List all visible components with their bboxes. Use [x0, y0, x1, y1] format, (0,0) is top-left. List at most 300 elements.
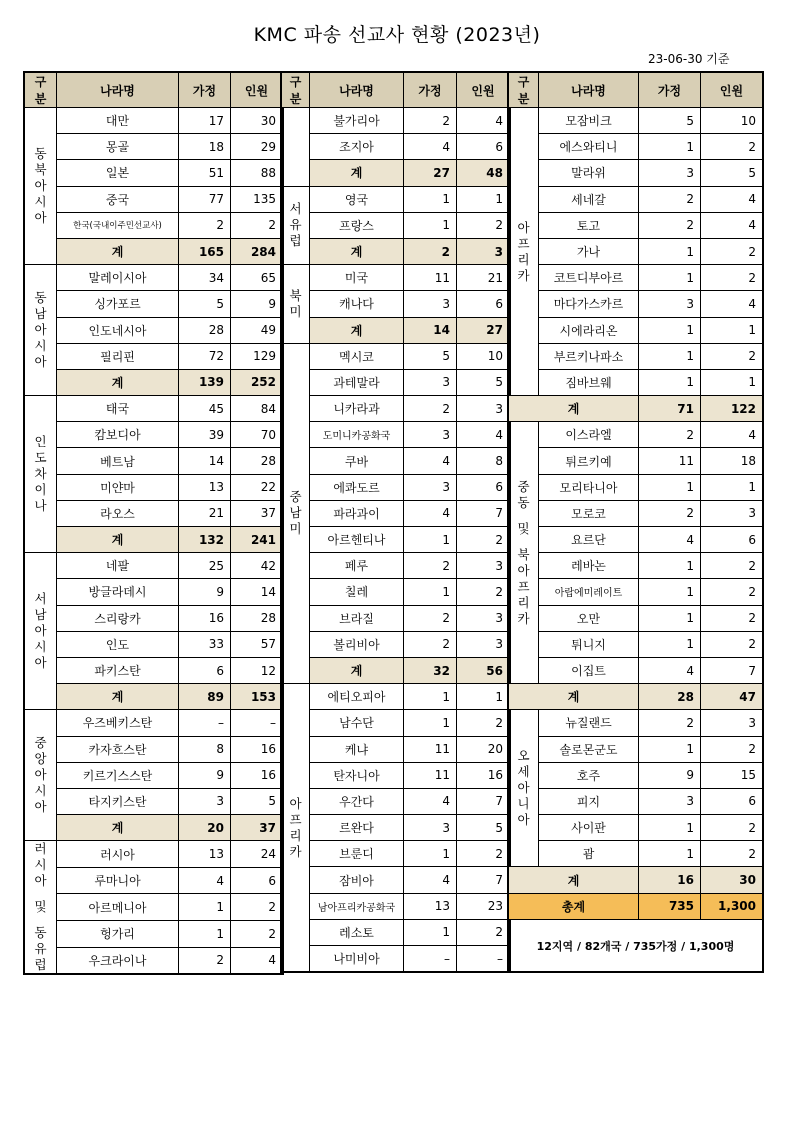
subtotal-people: 153: [231, 684, 283, 710]
country-name: 멕시코: [310, 343, 404, 369]
people-count: 2: [457, 710, 510, 736]
region-label: [282, 684, 310, 972]
families-count: 9: [639, 762, 701, 788]
country-name: 라오스: [57, 500, 179, 526]
table-row: [509, 448, 763, 474]
table-row: [509, 474, 763, 500]
region-label: [282, 343, 310, 683]
header-families: 가정: [639, 73, 701, 108]
families-count: 1: [639, 841, 701, 867]
people-count: 9: [231, 291, 283, 317]
families-count: 1: [639, 736, 701, 762]
subtotal-row: [509, 396, 763, 422]
table-row: [25, 265, 283, 291]
people-count: 3: [457, 605, 510, 631]
people-count: 3: [457, 631, 510, 657]
country-name: 남아프리카공화국: [310, 893, 404, 919]
families-count: 2: [639, 186, 701, 212]
table-row: [25, 160, 283, 186]
table-row: [509, 631, 763, 657]
people-count: 2: [701, 134, 763, 160]
people-count: 3: [701, 500, 763, 526]
country-name: 르완다: [310, 815, 404, 841]
people-count: 7: [457, 500, 510, 526]
people-count: 16: [457, 762, 510, 788]
country-name: 영국: [310, 186, 404, 212]
country-name: 뉴질랜드: [539, 710, 639, 736]
families-count: 2: [639, 212, 701, 238]
families-count: 1: [639, 474, 701, 500]
country-name: 프랑스: [310, 212, 404, 238]
country-name: 이스라엘: [539, 422, 639, 448]
subtotal-families: 27: [404, 160, 457, 186]
families-count: 1: [404, 212, 457, 238]
header-category: 구분: [25, 73, 57, 108]
families-count: 3: [404, 291, 457, 317]
people-count: 6: [457, 291, 510, 317]
table-row: [282, 579, 510, 605]
people-count: 37: [231, 500, 283, 526]
people-count: 49: [231, 317, 283, 343]
subtotal-people: 252: [231, 369, 283, 395]
people-count: 8: [457, 448, 510, 474]
header-country: 나라명: [57, 73, 179, 108]
country-name: 방글라데시: [57, 579, 179, 605]
people-count: 129: [231, 343, 283, 369]
subtotal-people: 27: [457, 317, 510, 343]
people-count: 12: [231, 657, 283, 683]
country-name: 탄자니아: [310, 762, 404, 788]
country-name: 마다가스카르: [539, 291, 639, 317]
families-count: 2: [639, 422, 701, 448]
table-row: [509, 238, 763, 264]
country-name: 한국(국내이주민선교사): [57, 212, 179, 238]
country-name: 아르메니아: [57, 894, 179, 921]
table-row: [25, 317, 283, 343]
table-row: [509, 841, 763, 867]
people-count: 30: [231, 108, 283, 134]
families-count: 1: [639, 134, 701, 160]
table-row: [509, 579, 763, 605]
summary-text: 12지역 / 82개국 / 735가정 / 1,300명: [509, 919, 763, 971]
country-name: 헝가리: [57, 921, 179, 948]
subtotal-people: 30: [701, 867, 763, 893]
subtotal-row: [282, 657, 510, 683]
people-count: –: [457, 946, 510, 972]
people-count: 10: [701, 108, 763, 134]
table-row: [25, 867, 283, 894]
families-count: 4: [404, 500, 457, 526]
subtotal-families: 28: [639, 684, 701, 710]
people-count: 2: [457, 919, 510, 945]
header-row: [282, 73, 510, 108]
families-count: 1: [639, 605, 701, 631]
families-count: 18: [179, 134, 231, 160]
grand-total-label: 총계: [509, 893, 639, 919]
families-count: 1: [639, 815, 701, 841]
families-count: 11: [404, 762, 457, 788]
people-count: 6: [457, 134, 510, 160]
table-row: [25, 736, 283, 762]
table-row: [282, 946, 510, 972]
families-count: 4: [404, 867, 457, 893]
country-name: 가나: [539, 238, 639, 264]
region-label: [509, 108, 539, 396]
table-row: [25, 343, 283, 369]
families-count: 25: [179, 553, 231, 579]
country-name: 몽골: [57, 134, 179, 160]
families-count: 1: [404, 841, 457, 867]
country-name: 사이판: [539, 815, 639, 841]
country-name: 페루: [310, 553, 404, 579]
country-name: 모리타니아: [539, 474, 639, 500]
subtotal-row: [282, 238, 510, 264]
subtotal-families: 16: [639, 867, 701, 893]
region-label-text: 중 동 및 북 아 프 리 카: [517, 478, 530, 626]
families-count: 5: [404, 343, 457, 369]
families-count: 8: [179, 736, 231, 762]
country-name: 미국: [310, 265, 404, 291]
families-count: 9: [179, 579, 231, 605]
subtotal-label: 계: [509, 396, 639, 422]
table-row: [282, 762, 510, 788]
families-count: 5: [639, 108, 701, 134]
families-count: 16: [179, 605, 231, 631]
table-row: [509, 788, 763, 814]
families-count: –: [404, 946, 457, 972]
families-count: 2: [404, 396, 457, 422]
region-label: [25, 710, 57, 841]
region-label-text: 서 남 아 시 아: [34, 591, 47, 671]
country-name: 시에라리온: [539, 317, 639, 343]
families-count: 14: [179, 448, 231, 474]
country-name: 레소토: [310, 919, 404, 945]
region-label-text: 동 북 아 시 아: [34, 146, 47, 226]
table-row: [509, 317, 763, 343]
header-people: 인원: [231, 73, 283, 108]
subtotal-people: 122: [701, 396, 763, 422]
families-count: 2: [404, 553, 457, 579]
families-count: 1: [179, 894, 231, 921]
table-row: [509, 762, 763, 788]
table-row: [509, 212, 763, 238]
country-name: 파키스탄: [57, 657, 179, 683]
subtotal-row: [282, 317, 510, 343]
people-count: 6: [701, 527, 763, 553]
table-col2: [281, 72, 510, 972]
country-name: 쿠바: [310, 448, 404, 474]
subtotal-row: [25, 369, 283, 395]
subtotal-families: 14: [404, 317, 457, 343]
people-count: 5: [457, 815, 510, 841]
families-count: 39: [179, 422, 231, 448]
table-row: [25, 134, 283, 160]
people-count: 88: [231, 160, 283, 186]
country-name: 말라위: [539, 160, 639, 186]
table-row: [25, 762, 283, 788]
people-count: 23: [457, 893, 510, 919]
families-count: –: [179, 710, 231, 736]
country-name: 인도네시아: [57, 317, 179, 343]
country-name: 니카라과: [310, 396, 404, 422]
people-count: 6: [457, 474, 510, 500]
subtotal-families: 32: [404, 657, 457, 683]
people-count: 1: [457, 186, 510, 212]
country-name: 토고: [539, 212, 639, 238]
people-count: 14: [231, 579, 283, 605]
people-count: 2: [457, 579, 510, 605]
subtotal-row: [282, 160, 510, 186]
people-count: 6: [231, 867, 283, 894]
summary-row: [509, 919, 763, 971]
families-count: 13: [179, 841, 231, 868]
subtotal-row: [25, 238, 283, 264]
table-row: [509, 710, 763, 736]
region-label: [25, 396, 57, 553]
table-row: [25, 631, 283, 657]
table-row: [509, 815, 763, 841]
families-count: 11: [639, 448, 701, 474]
families-count: 1: [404, 579, 457, 605]
table-row: [282, 448, 510, 474]
table-row: [282, 605, 510, 631]
families-count: 2: [639, 710, 701, 736]
table-row: [282, 893, 510, 919]
header-category: 구분: [282, 73, 310, 108]
people-count: 6: [701, 788, 763, 814]
people-count: 2: [231, 921, 283, 948]
families-count: 3: [404, 815, 457, 841]
families-count: 1: [639, 579, 701, 605]
families-count: 1: [639, 553, 701, 579]
country-name: 일본: [57, 160, 179, 186]
people-count: 1: [701, 369, 763, 395]
families-count: 17: [179, 108, 231, 134]
families-count: 4: [639, 657, 701, 683]
country-name: 브라질: [310, 605, 404, 631]
people-count: 5: [231, 788, 283, 814]
subtotal-people: 284: [231, 238, 283, 264]
families-count: 3: [404, 422, 457, 448]
families-count: 1: [404, 710, 457, 736]
header-families: 가정: [179, 73, 231, 108]
people-count: 24: [231, 841, 283, 868]
country-name: 케냐: [310, 736, 404, 762]
table-row: [282, 186, 510, 212]
table-row: [25, 108, 283, 134]
country-name: 짐바브웨: [539, 369, 639, 395]
table-row: [282, 369, 510, 395]
region-label: [282, 108, 310, 187]
country-name: 모로코: [539, 500, 639, 526]
country-name: 캐나다: [310, 291, 404, 317]
country-name: 태국: [57, 396, 179, 422]
region-label-text: 중 남 미: [289, 489, 302, 537]
people-count: 2: [457, 841, 510, 867]
families-count: 11: [404, 265, 457, 291]
table-row: [282, 867, 510, 893]
table-row: [509, 736, 763, 762]
table-row: [509, 500, 763, 526]
region-label: [509, 710, 539, 867]
people-count: 2: [701, 238, 763, 264]
table-row: [282, 553, 510, 579]
country-name: 네팔: [57, 553, 179, 579]
table-row: [509, 108, 763, 134]
table-row: [509, 160, 763, 186]
country-name: 튀르키예: [539, 448, 639, 474]
region-label: [25, 265, 57, 396]
subtotal-families: 2: [404, 238, 457, 264]
families-count: 1: [639, 317, 701, 343]
table-row: [509, 553, 763, 579]
people-count: 7: [457, 867, 510, 893]
country-name: 레바논: [539, 553, 639, 579]
families-count: 77: [179, 186, 231, 212]
country-name: 파라과이: [310, 500, 404, 526]
table-row: [25, 894, 283, 921]
people-count: 2: [701, 265, 763, 291]
subtotal-families: 132: [179, 527, 231, 553]
people-count: 4: [701, 291, 763, 317]
table-row: [282, 134, 510, 160]
families-count: 1: [639, 265, 701, 291]
table-row: [282, 710, 510, 736]
header-people: 인원: [701, 73, 763, 108]
people-count: 2: [457, 527, 510, 553]
region-label-text: 인 도 차 이 나: [34, 434, 47, 514]
country-name: 나미비아: [310, 946, 404, 972]
subtotal-label: 계: [310, 160, 404, 186]
table-row: [282, 265, 510, 291]
page-title: KMC 파송 선교사 현황 (2023년): [253, 24, 541, 46]
country-name: 타지키스탄: [57, 788, 179, 814]
families-count: 4: [404, 788, 457, 814]
table-row: [282, 396, 510, 422]
country-name: 루마니아: [57, 867, 179, 894]
table-row: [25, 186, 283, 212]
country-name: 불가리아: [310, 108, 404, 134]
people-count: 22: [231, 474, 283, 500]
region-label-text: 중 앙 아 시 아: [34, 735, 47, 815]
table-row: [282, 343, 510, 369]
families-count: 3: [179, 788, 231, 814]
region-label-text: 아 프 리 카: [517, 219, 530, 283]
subtotal-label: 계: [509, 684, 639, 710]
families-count: 3: [639, 788, 701, 814]
families-count: 13: [179, 474, 231, 500]
table-row: [509, 134, 763, 160]
country-name: 호주: [539, 762, 639, 788]
people-count: 42: [231, 553, 283, 579]
subtotal-people: 56: [457, 657, 510, 683]
country-name: 인도: [57, 631, 179, 657]
families-count: 72: [179, 343, 231, 369]
people-count: –: [231, 710, 283, 736]
country-name: 조지아: [310, 134, 404, 160]
people-count: 4: [231, 947, 283, 974]
subtotal-label: 계: [310, 317, 404, 343]
country-name: 아랍에미레이트: [539, 579, 639, 605]
families-count: 51: [179, 160, 231, 186]
families-count: 1: [404, 684, 457, 710]
country-name: 우크라이나: [57, 947, 179, 974]
country-name: 모잠비크: [539, 108, 639, 134]
region-label: [25, 108, 57, 265]
table-row: [282, 736, 510, 762]
families-count: 2: [404, 605, 457, 631]
table-row: [25, 788, 283, 814]
region-label: [509, 422, 539, 684]
people-count: 20: [457, 736, 510, 762]
people-count: 15: [701, 762, 763, 788]
country-name: 칠레: [310, 579, 404, 605]
subtotal-label: 계: [57, 684, 179, 710]
region-label-text: 동 남 아 시 아: [34, 290, 47, 370]
country-name: 필리핀: [57, 343, 179, 369]
table-row: [25, 553, 283, 579]
grand-total-people: 1,300: [701, 893, 763, 919]
reference-date: 23-06-30 기준: [648, 52, 730, 66]
country-name: 우간다: [310, 788, 404, 814]
header-row: [25, 73, 283, 108]
people-count: 2: [231, 212, 283, 238]
table-col1: [24, 72, 283, 974]
table-row: [282, 841, 510, 867]
table-row: [25, 474, 283, 500]
table-row: [25, 579, 283, 605]
people-count: 4: [701, 422, 763, 448]
families-count: 3: [404, 474, 457, 500]
table-row: [509, 605, 763, 631]
people-count: 28: [231, 448, 283, 474]
table-row: [25, 710, 283, 736]
people-count: 29: [231, 134, 283, 160]
country-name: 괌: [539, 841, 639, 867]
subtotal-families: 139: [179, 369, 231, 395]
subtotal-row: [25, 684, 283, 710]
table-row: [282, 422, 510, 448]
table-row: [509, 369, 763, 395]
table-row: [25, 396, 283, 422]
table-row: [282, 291, 510, 317]
people-count: 2: [701, 605, 763, 631]
people-count: 21: [457, 265, 510, 291]
country-name: 브룬디: [310, 841, 404, 867]
country-name: 러시아: [57, 841, 179, 868]
table-row: [25, 841, 283, 868]
table-row: [25, 448, 283, 474]
people-count: 10: [457, 343, 510, 369]
subtotal-families: 71: [639, 396, 701, 422]
families-count: 3: [639, 291, 701, 317]
subtotal-row: [509, 684, 763, 710]
people-count: 16: [231, 736, 283, 762]
country-name: 말레이시아: [57, 265, 179, 291]
families-count: 1: [639, 369, 701, 395]
families-count: 11: [404, 736, 457, 762]
people-count: 7: [701, 657, 763, 683]
table-row: [25, 921, 283, 948]
families-count: 2: [179, 212, 231, 238]
families-count: 13: [404, 893, 457, 919]
people-count: 2: [457, 212, 510, 238]
people-count: 2: [701, 579, 763, 605]
table-row: [509, 186, 763, 212]
subtotal-families: 165: [179, 238, 231, 264]
subtotal-people: 3: [457, 238, 510, 264]
table-row: [25, 605, 283, 631]
